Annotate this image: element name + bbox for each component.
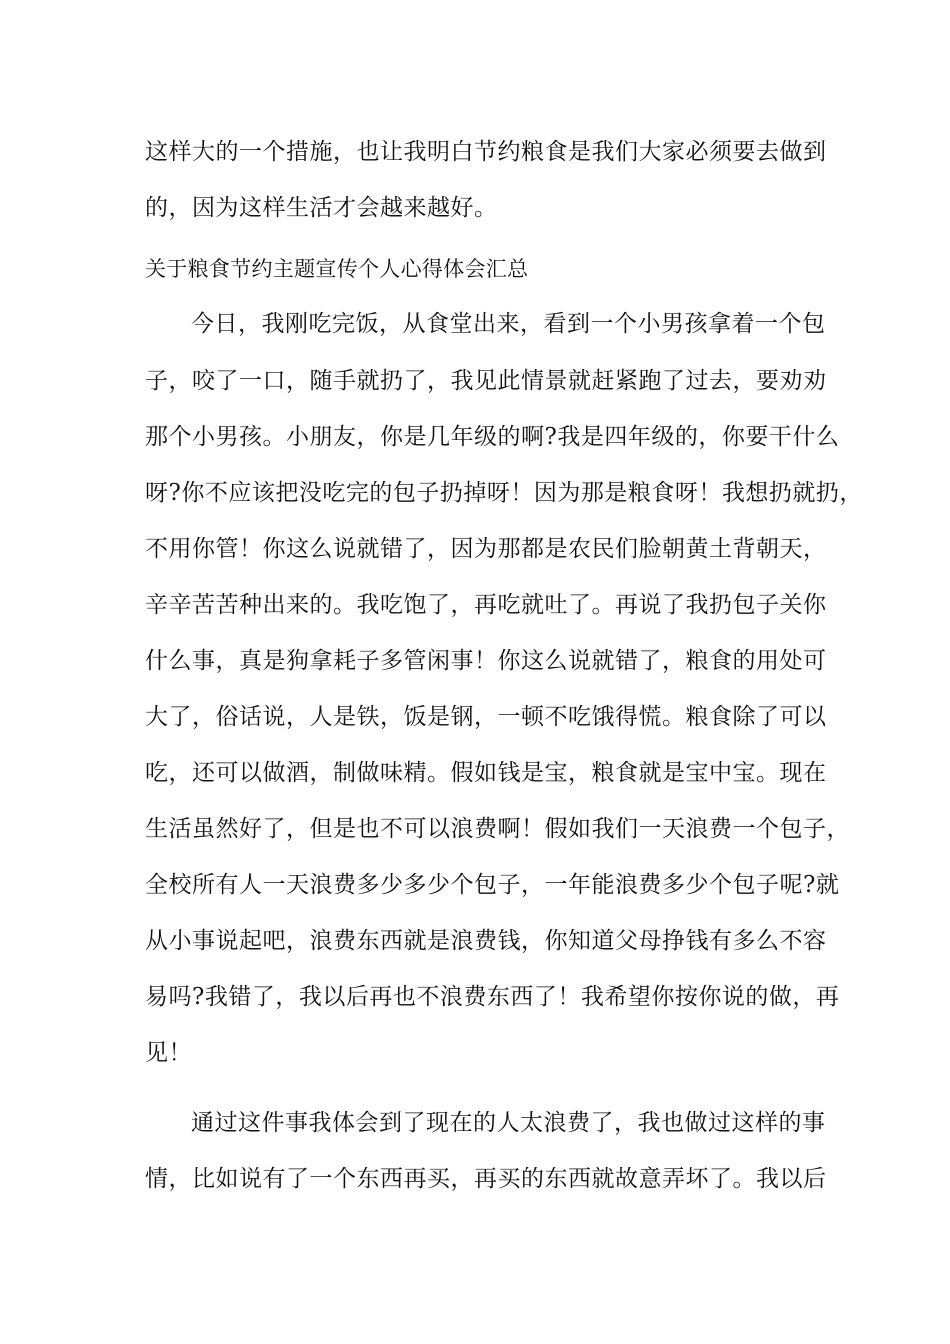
paragraph1-line-4: 呀?你不应该把没吃完的包子扔掉呀！因为那是粮食呀！我想扔就扔，: [145, 480, 863, 506]
paragraph1-line-11: 全校所有人一天浪费多少多少个包子，一年能浪费多少个包子呢?就: [145, 872, 840, 898]
paragraph1-line-8: 大了，俗话说，人是铁，饭是钢，一顿不吃饿得慌。粮食除了可以: [145, 704, 827, 730]
paragraph1-line-10: 生活虽然好了，但是也不可以浪费啊！假如我们一天浪费一个包子，: [145, 816, 850, 842]
paragraph2-line-2: 情，比如说有了一个东西再买，再买的东西就故意弄坏了。我以后: [145, 1166, 827, 1192]
paragraph2-line-1: 通过这件事我体会到了现在的人太浪费了，我也做过这样的事: [191, 1110, 826, 1136]
paragraph1-line-2: 子，咬了一口，随手就扔了，我见此情景就赶紧跑了过去，要劝劝: [145, 368, 827, 394]
paragraph1-line-6: 辛辛苦苦种出来的。我吃饱了，再吃就吐了。再说了我扔包子关你: [145, 592, 827, 618]
paragraph1-line-3: 那个小男孩。小朋友，你是几年级的啊?我是四年级的，你要干什么: [145, 424, 840, 450]
intro-line-1: 这样大的一个措施，也让我明白节约粮食是我们大家必须要去做到: [145, 139, 827, 165]
paragraph1-line-12: 从小事说起吧，浪费东西就是浪费钱，你知道父母挣钱有多么不容: [145, 928, 827, 954]
section-heading: 关于粮食节约主题宣传个人心得体会汇总: [145, 257, 529, 281]
paragraph1-line-9: 吃，还可以做酒，制做味精。假如钱是宝，粮食就是宝中宝。现在: [145, 760, 827, 786]
paragraph1-line-1: 今日，我刚吃完饭，从食堂出来，看到一个小男孩拿着一个包: [191, 311, 826, 337]
paragraph1-line-5: 不用你管！你这么说就错了，因为那都是农民们脸朝黄土背朝天，: [145, 536, 827, 562]
paragraph1-line-13: 易吗?我错了，我以后再也不浪费东西了！我希望你按你说的做，再: [145, 984, 840, 1010]
intro-line-2: 的，因为这样生活才会越来越好。: [145, 195, 498, 221]
paragraph1-line-7: 什么事，真是狗拿耗子多管闲事！你这么说就错了，粮食的用处可: [145, 648, 827, 674]
paragraph1-line-14: 见！: [145, 1040, 192, 1066]
